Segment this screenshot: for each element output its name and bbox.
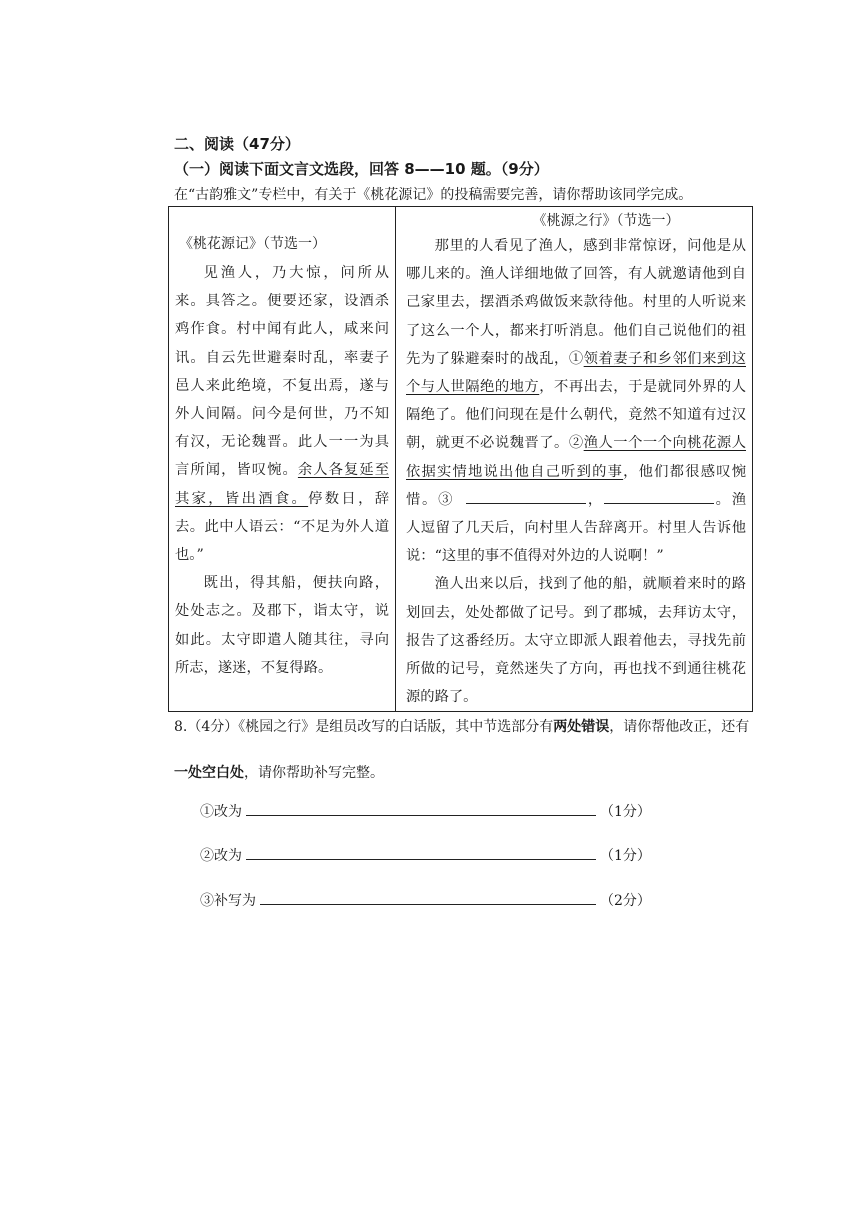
left-column-title: 《桃花源记》（节选一） bbox=[179, 236, 326, 252]
section-title: 二、阅读（47分） bbox=[174, 135, 300, 153]
question-8-line-2 bbox=[174, 762, 384, 782]
answer-1-points: （1分） bbox=[600, 804, 651, 820]
part-title: （一）阅读下面文言文选段，回答 8——10 题。（9分） bbox=[174, 160, 549, 178]
answer-row-3 bbox=[200, 890, 651, 910]
right-column-title: 《桃源之行》（节选一） bbox=[532, 213, 680, 229]
question-8-mid: ，请你帮他改正，还有 bbox=[609, 719, 750, 735]
error-1-underlined: 领着妻子和乡邻们来到这个与人世隔绝的地方 bbox=[406, 350, 746, 396]
left-p1-a: 见渔人，乃大惊，问所从来。具答之。便要还家，设酒杀鸡作食。村中闻有此人，咸来问讯。自云先世避秦时乱，率妻子邑人来此绝境，不复出焉，遂与外人间隔。问今是何世，乃不知有汉，无论魏晋。此人一一为具言所闻，皆叹惋。 bbox=[175, 265, 389, 479]
answer-2-label: ②改为 bbox=[200, 848, 242, 864]
answer-row-2 bbox=[200, 845, 651, 865]
right-p1-d: 。渔人逗留了几天后，向村里人告辞离开。村里人告诉他说：“这里的事不值得对外边的人说啊！” bbox=[406, 491, 747, 565]
answer-3-line[interactable] bbox=[260, 890, 596, 905]
error-2-underlined: 渔人一个一个向桃花源人依据实情地说出他自己听到的事 bbox=[406, 435, 746, 480]
right-p1-a: 那里的人看见了渔人，感到非常惊讶，问他是从哪儿来的。渔人详细地做了回答，有人就邀请他到自己家里去，摆酒杀鸡做饭来款待他。村里的人听说来了这么一个人，都来打听消息。他们自己说他们的祖先为了躲避秦时的战乱，① bbox=[406, 238, 746, 367]
answer-1-line[interactable] bbox=[246, 801, 596, 816]
question-8-suffix: ，请你帮助补写完整。 bbox=[244, 765, 384, 781]
right-column bbox=[396, 207, 753, 712]
question-8-emphasis-2: 一处空白处 bbox=[174, 765, 244, 781]
question-8-emphasis-1: 两处错误 bbox=[553, 719, 610, 735]
left-column-text bbox=[175, 259, 389, 682]
blank-3-line-a[interactable] bbox=[466, 489, 586, 504]
answer-1-label: ①改为 bbox=[200, 804, 242, 820]
answer-2-points: （1分） bbox=[600, 848, 651, 864]
left-p1-b: 停数日，辞去。此中人语云：“不足为外人道也。” bbox=[175, 490, 390, 564]
comparison-table bbox=[168, 206, 753, 712]
right-p1-b: ，不再出去，于是就同外界的人隔绝了。他们问现在是什么朝代，竟然不知道有过汉朝，就更不必说魏晋了。② bbox=[406, 379, 747, 452]
blank-3-mark: ③ bbox=[438, 491, 455, 508]
left-p2: 既出，得其船，便扶向路，处处志之。及郡下，诣太守，说如此。太守即遣人随其往，寻向所志，遂迷，不复得路。 bbox=[175, 575, 389, 676]
left-column bbox=[169, 207, 396, 712]
answer-2-line[interactable] bbox=[246, 845, 596, 860]
question-8-line-1 bbox=[174, 716, 749, 736]
right-p2: 渔人出来以后，找到了他的船，就顺着来时的路划回去，处处都做了记号。到了郡城，去拜访太守，报告了这番经历。太守立即派人跟着他去，寻找先前所做的记号，竟然迷失了方向，再也找不到通往桃花源的路了。 bbox=[406, 576, 746, 706]
left-p1-underlined: 余人各复延至其家，皆出酒食。 bbox=[175, 462, 390, 507]
blank-3-line-b[interactable] bbox=[604, 489, 714, 504]
answer-3-label: ③补写为 bbox=[200, 893, 256, 909]
right-p1-c: ，他们都很感叹惋惜。 bbox=[406, 463, 747, 508]
question-8-prefix: 8.（4分）《桃园之行》是组员改写的白话版，其中节选部分有 bbox=[174, 719, 554, 735]
right-column-text: 那里的人看见了渔人，感到非常惊讶，问他是从哪儿来的。渔人详细地做了回答，有人就邀请他到自己家里去，摆酒杀鸡做饭来款待他。村里的人听说来了这么一个人，都来打听消息。他们自己说他们的祖先为了躲避秦时的战乱，①领着妻子和乡邻们来到这个与人世隔绝的地方，不再出去，于是就同外界的人隔绝了。他们问现在是什么朝代，竟然不知道有过汉朝，就更不必说魏晋了。②渔人一个一个向桃花源人依据实情地说出他自己听到的事，他们都很感叹惋惜。③ ， 。渔人逗留了几天后，向村里人告辞离开。村里人告诉他说：“这里的事不值得对外边的人说啊！” 渔人出来以后，找到了他的船，就顺着来时的路划回去，处处都做了记号。到了郡城，去拜访太守，报告了这番经历。太守立即派人跟着他去，寻找先前所做的记号，竟然迷失了方向，再也找不到通往桃花源的路了。 bbox=[406, 232, 746, 711]
intro-text: 在“古韵雅文”专栏中，有关于《桃花源记》的投稿需要完善，请你帮助该同学完成。 bbox=[174, 187, 693, 203]
answer-3-points: （2分） bbox=[600, 893, 651, 909]
answer-row-1 bbox=[200, 801, 651, 821]
